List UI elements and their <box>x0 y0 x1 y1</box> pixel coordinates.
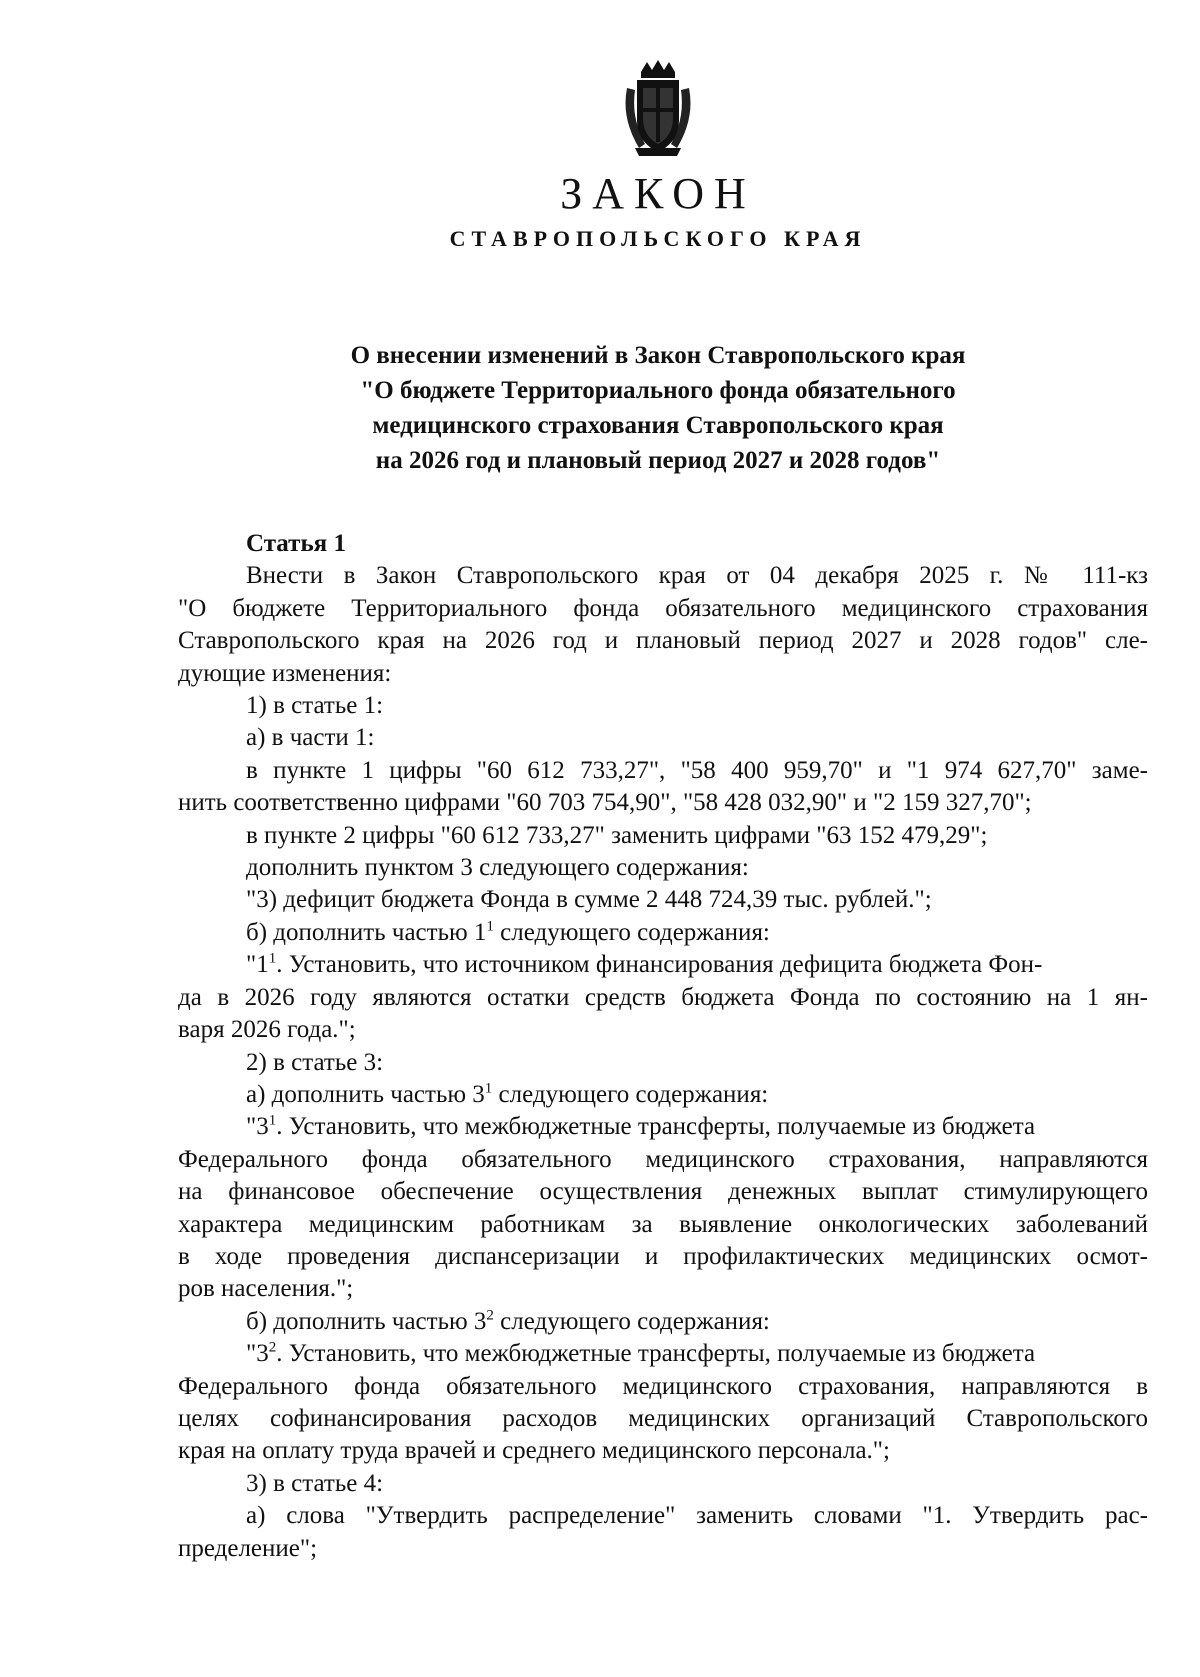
text-fragment: б) дополнить частью 1 <box>246 918 487 946</box>
text-line: в пункте 2 цифры "60 612 733,27" заменить цифрами "63 152 479,29"; <box>246 821 988 849</box>
document-subtitle: СТАВРОПОЛЬСКОГО КРАЯ <box>449 226 867 251</box>
text-line: в ходе проведения диспансеризации и профилактических медицинских осмот- <box>178 1242 1148 1270</box>
text-line: Федерального фонда обязательного медицинского страхования, направляются в <box>178 1372 1148 1400</box>
text-fragment: . Установить, что межбюджетные трансферты, получаемые из бюджета <box>276 1340 1036 1368</box>
text-line: дополнить пунктом 3 следующего содержания: <box>246 854 749 882</box>
text-line: а) слова "Утвердить распределение" заменить словами "1. Утвердить рас- <box>246 1502 1148 1530</box>
text-line: да в 2026 году являются остатки средств бюджета Фонда по состоянию на 1 ян- <box>178 983 1148 1011</box>
superscript: 1 <box>486 918 494 935</box>
law-subject-heading <box>0 338 1200 478</box>
list-item <box>178 1306 1148 1338</box>
text-line: ров населения."; <box>178 1275 354 1303</box>
text-line: пределение"; <box>178 1534 318 1562</box>
list-item <box>178 1079 1148 1111</box>
text-fragment: . Установить, что межбюджетные трансферты, получаемые из бюджета <box>276 1113 1036 1141</box>
coat-of-arms-emblem <box>619 58 697 158</box>
text-line: "3) дефицит бюджета Фонда в сумме 2 448 724,39 тыс. рублей."; <box>246 886 932 914</box>
text-fragment: следующего содержания: <box>493 918 770 946</box>
subject-line: "О бюджете Территориального фонда обязательного <box>360 377 956 404</box>
text-line <box>178 1111 1148 1143</box>
text-fragment: "3 <box>246 1340 269 1368</box>
list-item: 3) в статье 4: <box>246 1469 384 1497</box>
text-line: края на оплату труда врачей и среднего медицинского персонала."; <box>178 1437 890 1465</box>
list-item <box>178 917 1148 949</box>
text-fragment: а) дополнить частью 3 <box>246 1080 485 1108</box>
superscript: 2 <box>268 1339 277 1356</box>
text-line: в пункте 1 цифры "60 612 733,27", "58 400 959,70" и "1 974 627,70" заме- <box>246 756 1148 784</box>
text-line: Внести в Закон Ставропольского края от 04 декабря 2025 г. № 111-кз <box>246 562 1148 590</box>
text-fragment: следующего содержания: <box>493 1307 770 1335</box>
text-line: на финансовое обеспечение осуществления денежных выплат стимулирующего <box>178 1178 1148 1206</box>
superscript: 2 <box>486 1307 494 1324</box>
text-line <box>178 1338 1148 1370</box>
text-line: нить соответственно цифрами "60 703 754,90", "58 428 032,90" и "2 159 327,70"; <box>178 789 1032 817</box>
superscript: 1 <box>268 1112 277 1129</box>
text-fragment: б) дополнить частью 3 <box>246 1307 487 1335</box>
text-fragment: "1 <box>246 951 269 979</box>
law-body <box>178 528 1148 1565</box>
article-heading: Статья 1 <box>246 530 346 557</box>
list-item: 1) в статье 1: <box>246 692 384 720</box>
text-fragment: следующего содержания: <box>492 1080 769 1108</box>
text-fragment: . Установить, что источником финансирования дефицита бюджета Фон- <box>276 951 1043 979</box>
subject-line: медицинского страхования Ставропольского края <box>372 412 944 439</box>
superscript: 1 <box>484 1080 493 1097</box>
text-line: дующие изменения: <box>178 659 392 687</box>
subject-line: на 2026 год и плановый период 2027 и 2028 годов" <box>375 447 941 474</box>
text-line: "О бюджете Территориального фонда обязательного медицинского страхования <box>178 594 1148 622</box>
superscript: 1 <box>268 950 277 967</box>
list-item: а) в части 1: <box>246 724 375 752</box>
text-line: Ставропольского края на 2026 год и плановый период 2027 и 2028 годов" сле- <box>178 627 1148 655</box>
text-fragment: "3 <box>246 1113 269 1141</box>
list-item: 2) в статье 3: <box>246 1048 384 1076</box>
document-title: ЗАКОН <box>560 169 756 218</box>
text-line: Федерального фонда обязательного медицинского страхования, направляются <box>178 1145 1148 1173</box>
text-line: целях софинансирования расходов медицинских организаций Ставропольского <box>178 1404 1148 1432</box>
subject-line: О внесении изменений в Закон Ставропольского края <box>350 342 966 369</box>
text-line <box>178 949 1148 981</box>
text-line: варя 2026 года."; <box>178 1016 356 1044</box>
text-line: характера медицинским работникам за выявление онкологических заболеваний <box>178 1210 1148 1238</box>
